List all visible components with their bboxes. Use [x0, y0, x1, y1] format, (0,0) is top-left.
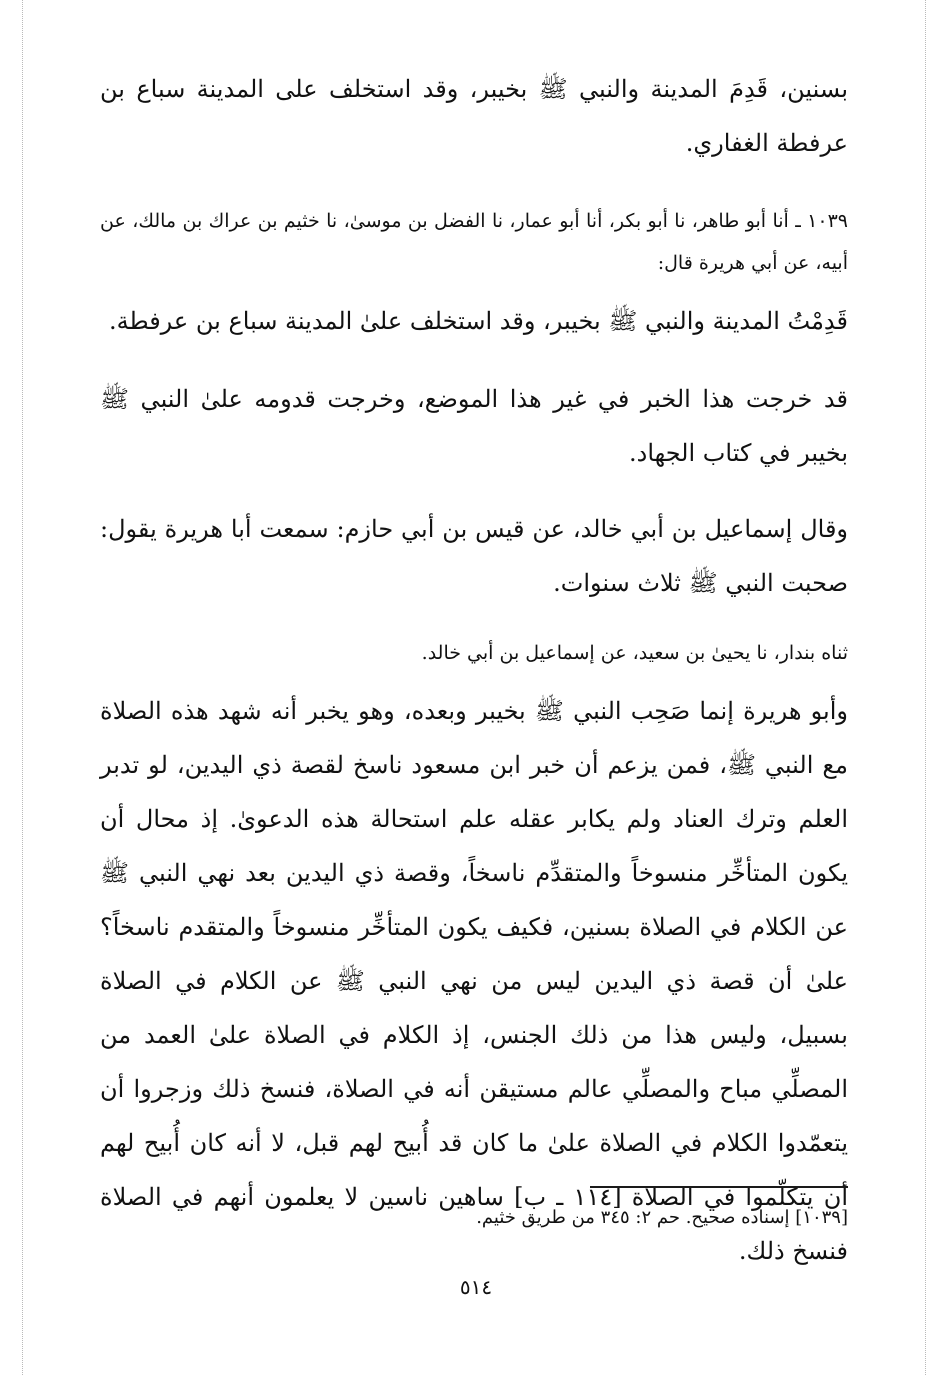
paragraph-commentary: قد خرجت هذا الخبر في غير هذا الموضع، وخرجت قدومه علىٰ النبي ﷺ بخيبر في كتاب الجهاد. — [100, 385, 848, 467]
page-number: ٥١٤ — [459, 1275, 493, 1299]
paragraph-ismail-report: وقال إسماعيل بن أبي خالد، عن قيس بن أبي حازم: سمعت أبا هريرة يقول: صحبت النبي ﷺ ثلاث سنوات. — [100, 515, 848, 597]
scan-guide-line-right — [925, 0, 926, 1375]
hadith-chain-bundar: ثناه بندار، نا يحيىٰ بن سعيد، عن إسماعيل بن أبي خالد. — [421, 642, 848, 664]
footnote: [١٠٣٩] إسناده صحيح. حم ٢: ٣٤٥ من طريق خثيم. — [476, 1207, 848, 1228]
scan-guide-line-left — [22, 0, 23, 1375]
paragraph-continuation: بسنين، قَدِمَ المدينة والنبي ﷺ بخيبر، وقد استخلف على المدينة سباع بن عرفطة الغفاري. — [100, 75, 848, 157]
paragraph-argument: وأبو هريرة إنما صَحِب النبي ﷺ بخيبر وبعده، وهو يخبر أنه شهد هذه الصلاة مع النبي ﷺ، فمن يزعم أن خبر ابن مسعود ناسخ لقصة ذي اليدين، لو تدبر العلم وترك العناد ولم يكابر عقله علم استحالة هذه الدعوىٰ. إذ محال أن يكون المتأخِّر منسوخاً والمتقدِّم ناسخاً، وقصة ذي اليدين بعد نهي النبي ﷺ عن الكلام في الصلاة بسنين، فكيف يكون المتأخِّر منسوخاً والمتقدم ناسخاً؟ علىٰ أن قصة ذي اليدين ليس من نهي النبي ﷺ عن الكلام في الصلاة بسبيل، وليس هذا من ذلك الجنس، إذ الكلام في الصلاة علىٰ العمد من المصلِّي مباح والمصلِّي عالم مستيقن أنه في الصلاة، فنسخ ذلك وزجروا أن يتعمّدوا الكلام في الصلاة علىٰ ما كان قد أُبيح لهم قبل، لا أنه كان أُبيح لهم أن يتكلّموا في الصلاة [١١٤ ـ ب] ساهين ناسين لا يعلمون أنهم في الصلاة فنسخ ذلك. — [100, 697, 848, 1265]
hadith-text-1039: قَدِمْتُ المدينة والنبي ﷺ بخيبر، وقد استخلف علىٰ المدينة سباع بن عرفطة. — [109, 307, 848, 335]
footnote-divider — [590, 1186, 848, 1188]
main-text — [100, 62, 848, 1278]
hadith-chain-1039: ١٠٣٩ ـ أنا أبو طاهر، نا أبو بكر، أنا أبو عمار، نا الفضل بن موسىٰ، نا خثيم بن عراك بن مالك، عن أبيه، عن أبي هريرة قال: — [100, 210, 848, 274]
